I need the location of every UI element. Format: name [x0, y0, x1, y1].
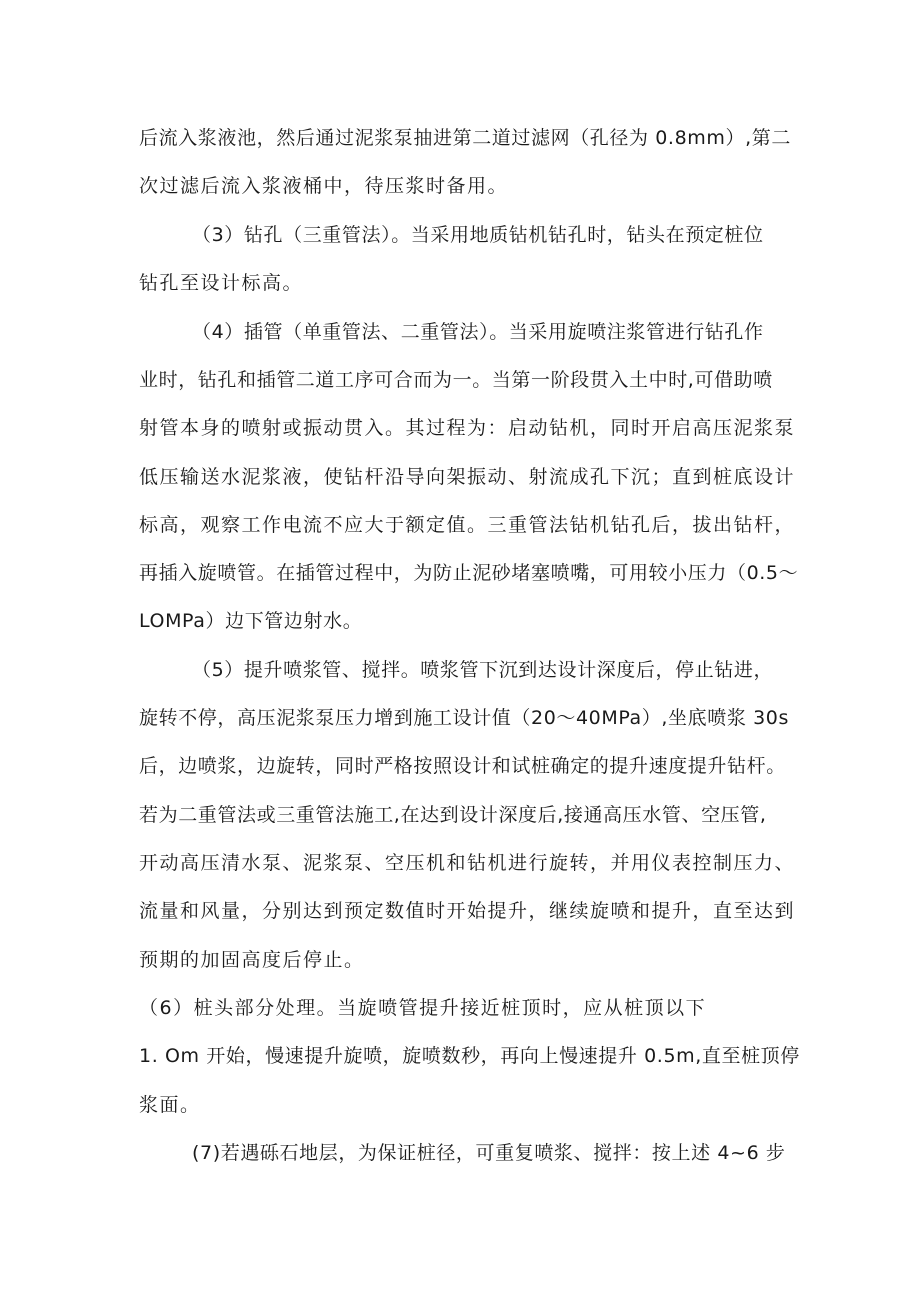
text-line-7: 射管本身的喷射或振动贯入。其过程为：启动钻机，同时开启高压泥浆泵: [139, 417, 796, 439]
text-line-16: 开动高压清水泵、泥浆泵、空压机和钻机进行旋转，并用仪表控制压力、: [139, 852, 796, 874]
text-line-1: 后流入浆液池，然后通过泥浆泵抽进第二道过滤网（孔径为 0.8mm）,第二: [139, 127, 791, 149]
text-line-21: 浆面。: [139, 1094, 201, 1116]
text-line-15: 若为二重管法或三重管法施工,在达到设计深度后,接通高压水管、空压管,: [139, 804, 767, 826]
text-line-5: （4）插管（单重管法、二重管法）。当采用旋喷注浆管进行钻孔作: [192, 321, 764, 343]
text-line-19: （6）桩头部分处理。当旋喷管提升接近桩顶时，应从桩顶以下: [139, 997, 707, 1019]
text-line-17: 流量和风量，分别达到预定数值时开始提升，继续旋喷和提升，直至达到: [139, 900, 796, 922]
text-line-3: （3）钻孔（三重管法）。当采用地质钻机钻孔时，钻头在预定桩位: [192, 224, 764, 246]
text-line-9: 标高，观察工作电流不应大于额定值。三重管法钻机钻孔后，拔出钻杆，: [139, 514, 796, 536]
text-line-14: 后，边喷浆，边旋转，同时严格按照设计和试桩确定的提升速度提升钻杆。: [139, 755, 786, 777]
text-line-8: 低压输送水泥浆液，使钻杆沿导向架振动、射流成孔下沉；直到桩底设计: [139, 466, 796, 488]
text-line-13: 旋转不停，高压泥浆泵压力增到施工设计值（20〜40MPa）,坐底喷浆 30s: [139, 707, 789, 729]
text-line-2: 次过滤后流入浆液桶中，待压浆时备用。: [139, 175, 509, 197]
text-line-12: （5）提升喷浆管、搅拌。喷浆管下沉到达设计深度后，停止钻进，: [192, 659, 774, 681]
text-line-20: 1. Om 开始，慢速提升旋喷，旋喷数秒，再向上慢速提升 0.5m,直至桩顶停: [139, 1045, 800, 1067]
text-line-10: 再插入旋喷管。在插管过程中，为防止泥砂堵塞喷嘴，可用较小压力（0.5〜: [139, 562, 799, 584]
text-line-22: (7)若遇砾石地层，为保证桩径，可重复喷浆、搅拌：按上述 4~6 步: [192, 1142, 786, 1164]
text-line-11: LOMPa）边下管边射水。: [139, 610, 363, 632]
text-line-18: 预期的加固高度后停止。: [139, 949, 365, 971]
text-line-4: 钻孔至设计标高。: [139, 272, 304, 294]
text-line-6: 业时，钻孔和插管二道工序可合而为一。当第一阶段贯入土中时,可借助喷: [139, 369, 773, 391]
